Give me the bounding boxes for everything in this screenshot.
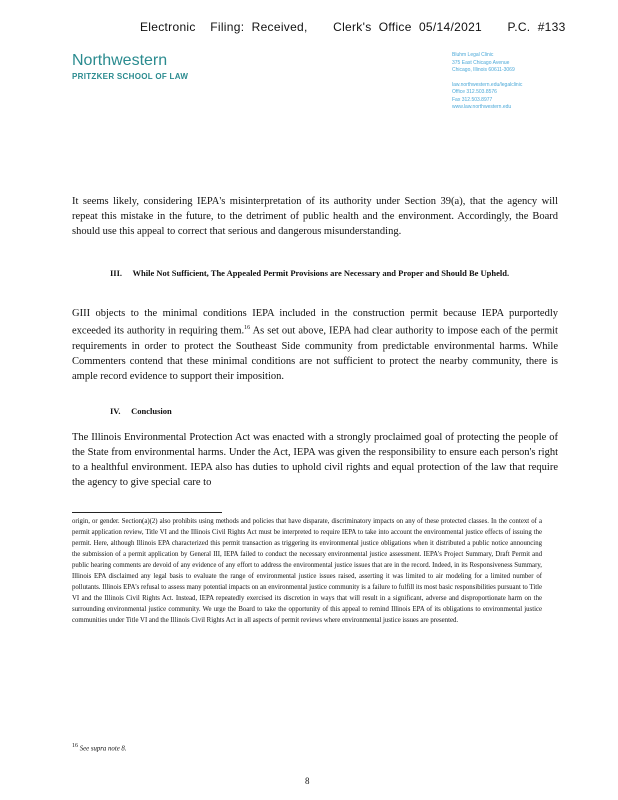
address-line: Bluhm Legal Clinic <box>452 52 494 58</box>
filing-stamp: Electronic Filing: Received, Clerk's Office 05/14/2021 P.C. #133 <box>140 20 566 34</box>
section-heading-iii <box>110 266 540 281</box>
letterhead-address <box>452 52 522 112</box>
paragraph-3 <box>72 430 558 490</box>
footnote-text: See supra note 8. <box>79 745 127 753</box>
heading-text: Conclusion <box>131 406 172 416</box>
address-line: www.law.northwestern.edu <box>452 104 512 110</box>
address-line: Chicago, Illinois 60611-3069 <box>452 67 515 73</box>
paragraph-1 <box>72 194 558 239</box>
paragraph-text: GIII objects to the minimal conditions IEPA included in the construction permit because IEPA purportedly exceeded its authority in requiring them. <box>72 308 558 337</box>
address-line: law.northwestern.edu/legalclinic <box>452 81 523 88</box>
paragraph-2 <box>72 306 558 384</box>
footnote-divider <box>72 512 222 513</box>
address-line: Office 312.503.8576 <box>452 89 497 95</box>
heading-number: III. <box>110 268 123 278</box>
paragraph-text: As set out above, IEPA had clear authority to impose each of the permit requirements in order to protect the Southeast Side community from predictable environmental harms. While Commenters contend that these minimal conditions are not sufficient to protect the nearby community, there is ample record evidence to support their imposition. <box>72 325 558 382</box>
footnote-ref[interactable]: 16 <box>244 325 251 331</box>
footnote-text: origin, or gender. Section(a)(2) also prohibits using methods and policies that have disparate, discriminatory impacts on any of these protected classes. In the context of a permit application review, Title VI and the Illinois Civil Rights Act must be interpreted to require IEPA to take into account the environmental justice effects of issuing the permit. Here, although Illinois EPA characterized this permit transaction as triggering its environmental justice obligations when it distributed a public notice announcing the submission of a permit application by General III, IEPA failed to conduct the necessary environmental justice assessment. IEPA's Project Summary, Draft Permit and public hearing comments are devoid of any evidence of any effort to address the environmental justice issues that are in the record. Indeed, in its Responsiveness Summary, Illinois EPA disclaimed any legal basis to evaluate the range of environmental justice issues raised, asserting it was limited to air modeling for a limited number of pollutants. Illinois EPA's refusal to assess many potential impacts on an environmental justice community is a failure to fulfill its most basic responsibilities pursuant to Title VI and the Illinois Civil Rights Act. Instead, IEPA repeatedly exercised its discretion in ways that will result in a significant, adverse and disproportionate harm on the surrounding environmental justice community. We urge the Board to take the opportunity of this appeal to remind Illinois EPA of its obligations to environmental justice communities under Title VI and the Illinois Civil Rights Act in all aspects of permit reviews where environmental justice issues are presented. <box>72 518 542 624</box>
heading-number: IV. <box>110 406 121 416</box>
section-heading-iv <box>110 404 596 419</box>
footnote-number: 16 <box>72 743 78 749</box>
address-line: 375 East Chicago Avenue <box>452 59 510 66</box>
school-name: PRITZKER SCHOOL OF LAW <box>72 72 189 81</box>
paragraph-text: It seems likely, considering IEPA's misinterpretation of its authority under Section 39(a), that the agency will repeat this mistake in the future, to the detriment of public health and the environment. Accordingly, the Board should use this appeal to correct that serious and dangerous misunderstanding. <box>72 196 558 237</box>
northwestern-logo: Northwestern <box>72 52 168 69</box>
paragraph-text: The Illinois Environmental Protection Act was enacted with a strongly proclaimed goal of protecting the people of the State from environmental harms. Under the Act, IEPA was given the responsibility to ensure each person's right to a healthful environment. IEPA also has duties to uphold civil rights and equal protection of the law that require the agency to give special care to <box>72 432 558 488</box>
address-line <box>452 75 522 82</box>
footnote-16 <box>72 741 542 754</box>
footnote-continued <box>72 516 542 626</box>
page-number: 8 <box>305 776 310 786</box>
address-line: Fax 312.503.8977 <box>452 96 493 103</box>
heading-text: While Not Sufficient, The Appealed Permit Provisions are Necessary and Proper and Should Be Upheld. <box>132 268 510 278</box>
